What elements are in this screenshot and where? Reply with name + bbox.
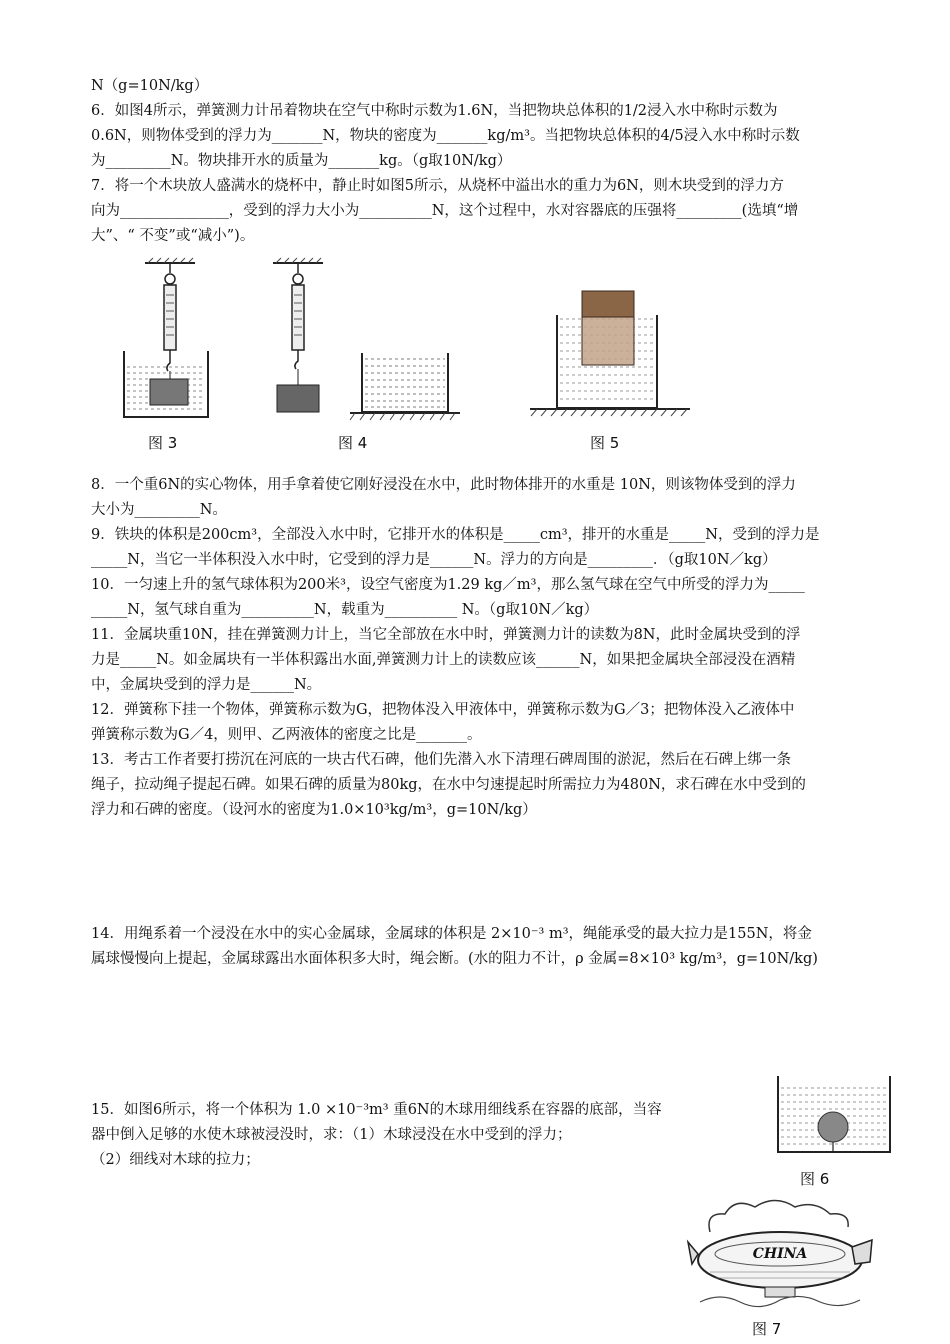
text-line: 大小为_________N。 xyxy=(91,502,227,518)
figure-6-caption: 图 6 xyxy=(800,1170,830,1188)
text-line: 绳子，拉动绳子提起石碑。如果石碑的质量为80kg，在水中匀速提起时所需拉力为480N，求石碑在水中受到的 xyxy=(91,777,806,793)
text-line: 0.6N，则物体受到的浮力为_______N，物块的密度为_______kg/m³。当把物块总体积的4/5浸入水中称时示数 xyxy=(91,128,800,144)
figure-3-diagram xyxy=(110,255,220,435)
text-line: 11．金属块重10N，挂在弹簧测力计上，当它全部放在水中时，弹簧测力计的读数为8N，此时金属块受到的浮 xyxy=(91,627,801,643)
text-line: 属球慢慢向上提起，金属球露出水面体积多大时，绳会断。(水的阻力不计，ρ 金属=8×10³ kg/m³，g=10N/kg) xyxy=(91,951,818,967)
figure-7-diagram xyxy=(680,1192,880,1322)
text-line: 向为_______________，受到的浮力大小为__________N，这个过程中，水对容器底的压强将_________(选填“增 xyxy=(91,203,799,219)
text-line: 14．用绳系着一个浸没在水中的实心金属球，金属球的体积是 2×10⁻³ m³，绳能承受的最大拉力是155N，将金 xyxy=(91,926,812,942)
text-line: 为_________N。物块排开水的质量为_______kg。（g取10N/kg） xyxy=(91,153,512,169)
figure-5-caption: 图 5 xyxy=(590,434,620,452)
text-line: 12．弹簧称下挂一个物体，弹簧称示数为G，把物体没入甲液体中，弹簧称示数为G／3；把物体没入乙液体中 xyxy=(91,702,795,718)
figure-6-diagram xyxy=(770,1072,900,1172)
text-line: _____N，当它一半体积没入水中时，它受到的浮力是______N。浮力的方向是_________．（g取10N／kg） xyxy=(91,552,777,568)
text-line: 9．铁块的体积是200cm³，全部没入水中时，它排开水的体积是_____cm³，排开的水重是_____N，受到的浮力是 xyxy=(91,527,820,543)
text-line: 中，金属块受到的浮力是______N。 xyxy=(91,677,322,693)
text-line: _____N，氢气球自重为__________N，载重为__________ N。（g取10N／kg） xyxy=(91,602,599,618)
text-line: 大”、“ 不变”或“减小”)。 xyxy=(91,228,255,244)
figure-4-caption: 图 4 xyxy=(338,434,368,452)
figure-3-caption: 图 3 xyxy=(148,434,178,452)
blimp-label: CHINA xyxy=(752,1246,808,1262)
text-line: 弹簧称示数为G／4，则甲、乙两液体的密度之比是_______。 xyxy=(91,727,482,743)
figure-4-diagram xyxy=(265,255,465,425)
text-line: 8．一个重6N的实心物体，用手拿着使它刚好浸没在水中，此时物体排开的水重是 10N，则该物体受到的浮力 xyxy=(91,477,796,493)
text-line: 力是_____N。如金属块有一半体积露出水面,弹簧测力计上的读数应该______N，如果把金属块全部浸没在酒精 xyxy=(91,652,796,668)
text-line: 6．如图4所示，弹簧测力计吊着物块在空气中称时示数为1.6N，当把物块总体积的1/2浸入水中称时示数为 xyxy=(91,103,778,119)
text-line: 7．将一个木块放人盛满水的烧杯中，静止时如图5所示，从烧杯中溢出水的重力为6N，则木块受到的浮力方 xyxy=(91,178,784,194)
text-line: 15．如图6所示，将一个体积为 1.0 ×10⁻³m³ 重6N的木球用细线系在容器的底部，当容 xyxy=(91,1102,662,1118)
text-line: 浮力和石碑的密度。（设河水的密度为1.0×10³kg/m³，g=10N/kg） xyxy=(91,802,537,818)
text-line: 13．考古工作者要打捞沉在河底的一块古代石碑，他们先潜入水下清理石碑周围的淤泥，然后在石碑上绑一条 xyxy=(91,752,791,768)
figure-5-diagram xyxy=(525,285,695,430)
text-line: N（g=10N/kg） xyxy=(91,78,209,94)
figure-7-caption: 图 7 xyxy=(752,1320,782,1338)
text-line: （2）细线对木球的拉力； xyxy=(91,1152,260,1168)
text-line: 10．一匀速上升的氢气球体积为200米³，设空气密度为1.29 kg／m³，那么氢气球在空气中所受的浮力为_____ xyxy=(91,577,805,593)
text-line: 器中倒入足够的水使木球被浸没时，求：（1）木球浸没在水中受到的浮力； xyxy=(91,1127,572,1143)
